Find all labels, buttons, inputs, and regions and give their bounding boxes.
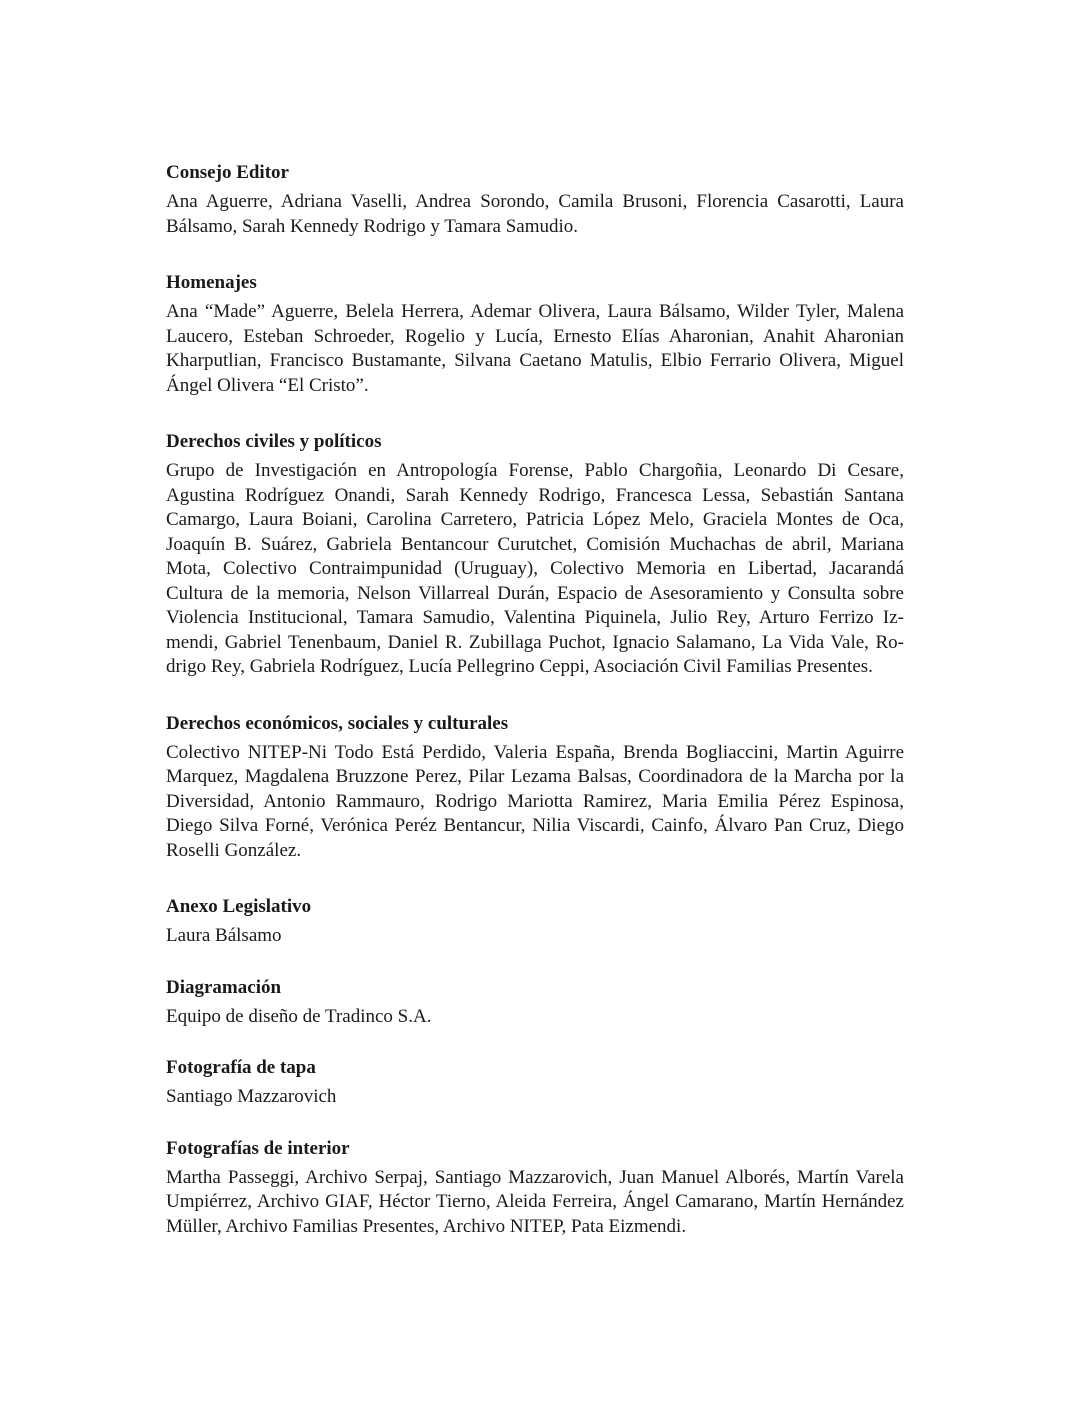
section-homenajes: [166, 270, 904, 398]
credits-page: [166, 160, 904, 1270]
section-body: Santiago Mazzarovich: [166, 1086, 337, 1107]
section-fotografia-tapa: [166, 1055, 904, 1110]
section-heading: Anexo Legislativo: [166, 896, 312, 917]
section-body: Ana Aguerre, Adriana Vaselli, Andrea Sorondo, Camila Brusoni, Florencia Casarotti, Laura Bálsamo, Sarah Kennedy Rodrigo y Tamara Samudio.: [166, 191, 904, 237]
section-heading: Consejo Editor: [166, 162, 289, 183]
section-heading: Fotografía de tapa: [166, 1057, 316, 1078]
section-body: Ana “Made” Aguerre, Belela Herrera, Ademar Olivera, Laura Bálsamo, Wilder Tyler, Malena Laucero, Esteban Schroeder, Rogelio y Lucía, Ernesto Elías Aharonian, Anahit Aharonian Kharputlian, Francisco Bustamante, Silvana Caetano Matulis, Elbio Ferrario Olivera, Miguel Ángel Olivera “El Cristo”.: [166, 301, 904, 396]
section-derechos-economicos: [166, 711, 904, 864]
section-body: Martha Passeggi, Archivo Serpaj, Santiago Mazzarovich, Juan Manuel Alborés, Martín Varela Umpiérrez, Archivo GIAF, Héctor Tierno, Aleida Ferreira, Ángel Camarano, Martín Hernández Müller, Archivo Familias Presentes, Archivo NITEP, Pata Eizmendi.: [166, 1166, 904, 1237]
section-heading: Homenajes: [166, 272, 257, 293]
section-body: Colectivo NITEP-Ni Todo Está Perdido, Valeria España, Brenda Bogliaccini, Martin Aguirre Marquez, Magdalena Bruzzone Perez, Pilar Lezama Balsas, Coordinadora de la Marcha por la Diversidad, Antonio Rammauro, Rodrigo Mariotta Ramirez, Maria Emilia Pérez Espinosa, Diego Silva Forné, Verónica Peréz Bentancur, Nilia Viscardi, Cainfo, Álvaro Pan Cruz, Diego Roselli González.: [166, 741, 904, 861]
section-consejo-editor: [166, 160, 904, 239]
section-heading: Derechos económicos, sociales y culturales: [166, 712, 509, 734]
section-body: Equipo de diseño de Tradinco S.A.: [166, 1005, 432, 1027]
section-derechos-civiles: [166, 429, 904, 680]
section-heading: Fotografías de interior: [166, 1137, 350, 1159]
section-body: Laura Bálsamo: [166, 925, 282, 946]
section-fotografias-interior: [166, 1136, 904, 1240]
section-anexo-legislativo: [166, 894, 904, 949]
section-heading: Diagramación: [166, 976, 282, 998]
section-diagramacion: [166, 975, 904, 1030]
section-body: Grupo de Investigación en Antropología Forense, Pablo Chargoñia, Leonardo Di Cesare, Agustina Rodríguez Onandi, Sarah Kennedy Rodrigo, Francesca Lessa, Sebastián Santana Camargo, Laura Boiani, Carolina Carretero, Patricia López Melo, Graciela Montes de Oca, Joaquín B. Suárez, Gabriela Bentancour Curutchet, Comisión Muchachas de abril, Mariana Mota, Colectivo Contraimpunidad (Uruguay), Colectivo Memoria en Libertad, Jacarandá Cultura de la memoria, Nelson Villarreal Durán, Espacio de Asesoramiento y Consulta sobre Violencia Institucional, Tamara Samudio, Valentina Piquinela, Julio Rey, Arturo Ferrizo Izmendi, Gabriel Tenenbaum, Daniel R. Zubillaga Puchot, Ignacio Salamano, La Vida Vale, Rodrigo Rey, Gabriela Rodríguez, Lucía Pellegrino Ceppi, Asociación Civil Familias Presentes.: [166, 460, 904, 677]
section-heading: Derechos civiles y políticos: [166, 431, 382, 452]
